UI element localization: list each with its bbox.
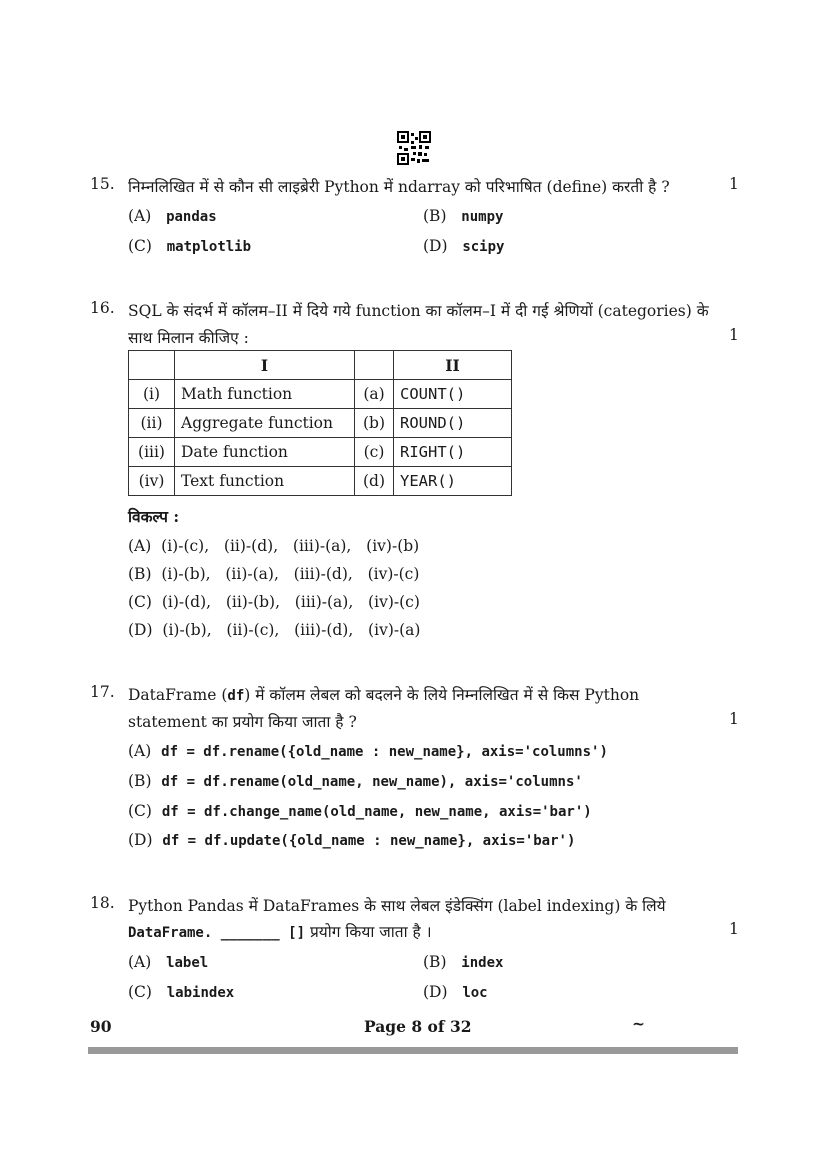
question-18-text-line2: DataFrame. _______ [] प्रयोग किया जाता है । <box>128 923 432 941</box>
question-18-marks: 1 <box>729 920 739 938</box>
q15-option-b: (B) numpy <box>423 207 504 225</box>
question-17-text-line1: DataFrame (df) में कॉलम लेबल को बदलने के लिये निम्नलिखित में से किस Python <box>128 686 640 704</box>
question-15-number: 15. <box>90 175 115 193</box>
q15-option-d: (D) scipy <box>423 237 505 255</box>
table-cell: YEAR() <box>394 467 512 496</box>
table-cell: ROUND() <box>394 409 512 438</box>
qr-code-icon <box>397 131 431 165</box>
table-header-row <box>129 351 512 380</box>
q16-option-b: (B) (i)-(b), (ii)-(a), (iii)-(d), (iv)-(c) <box>128 565 420 583</box>
table-cell: (ii) <box>129 409 175 438</box>
table-cell: Aggregate function <box>175 409 355 438</box>
table-cell: (iv) <box>129 467 175 496</box>
q16-option-d: (D) (i)-(b), (ii)-(c), (iii)-(d), (iv)-(a) <box>128 621 421 639</box>
table-cell: (b) <box>355 409 394 438</box>
table-header-cell <box>355 351 394 380</box>
q18-option-c: (C) labindex <box>128 983 235 1001</box>
table-cell: Text function <box>175 467 355 496</box>
question-18-text-line1: Python Pandas में DataFrames के साथ लेबल इंडेक्सिंग (label indexing) के लिये <box>128 897 666 915</box>
table-header-cell: I <box>175 351 355 380</box>
q16-option-a: (A) (i)-(c), (ii)-(d), (iii)-(a), (iv)-(b) <box>128 537 420 555</box>
table-row <box>129 380 512 409</box>
q18-option-a: (A) label <box>128 953 209 971</box>
question-18-number: 18. <box>90 894 115 912</box>
q16-option-c: (C) (i)-(d), (ii)-(b), (iii)-(a), (iv)-(c) <box>128 593 420 611</box>
q15-option-c: (C) matplotlib <box>128 237 252 255</box>
table-row <box>129 409 512 438</box>
page-code: 90 <box>90 1017 112 1036</box>
matching-table <box>128 350 512 496</box>
table-header-cell: II <box>394 351 512 380</box>
table-row <box>129 467 512 496</box>
question-17-text-line2: statement का प्रयोग किया जाता है ? <box>128 713 357 731</box>
footer-mark: ~ <box>632 1014 645 1033</box>
q18-option-b: (B) index <box>423 953 504 971</box>
q17-option-a: (A) df = df.rename({old_name : new_name}, axis='columns') <box>128 742 608 760</box>
question-16-text-line2: साथ मिलान कीजिए : <box>128 329 249 347</box>
q17-option-b: (B) df = df.rename(old_name, new_name), axis='columns' <box>128 772 583 790</box>
table-cell: COUNT() <box>394 380 512 409</box>
table-cell: (iii) <box>129 438 175 467</box>
table-cell: (i) <box>129 380 175 409</box>
table-cell: (c) <box>355 438 394 467</box>
table-cell: Math function <box>175 380 355 409</box>
question-17-marks: 1 <box>729 710 739 728</box>
question-16-text-line1: SQL के संदर्भ में कॉलम–II में दिये गये function का कॉलम–I में दी गई श्रेणियों (categories) के <box>128 302 709 320</box>
question-16-marks: 1 <box>729 326 739 344</box>
footer-rule <box>88 1047 738 1054</box>
question-16-number: 16. <box>90 299 115 317</box>
choices-label: विकल्प : <box>128 507 180 526</box>
question-15-marks: 1 <box>729 175 739 193</box>
q15-option-a: (A) pandas <box>128 207 217 225</box>
q18-option-d: (D) loc <box>423 983 488 1001</box>
table-cell: (d) <box>355 467 394 496</box>
q17-option-c: (C) df = df.change_name(old_name, new_name, axis='bar') <box>128 802 592 820</box>
table-cell: (a) <box>355 380 394 409</box>
table-row <box>129 438 512 467</box>
question-15-text: निम्नलिखित में से कौन सी लाइब्रेरी Python में ndarray को परिभाषित (define) करती है ? <box>128 178 670 196</box>
question-17-number: 17. <box>90 683 115 701</box>
page-number: Page 8 of 32 <box>364 1017 472 1036</box>
q17-option-d: (D) df = df.update({old_name : new_name}, axis='bar') <box>128 831 576 849</box>
table-header-cell <box>129 351 175 380</box>
table-cell: Date function <box>175 438 355 467</box>
table-cell: RIGHT() <box>394 438 512 467</box>
